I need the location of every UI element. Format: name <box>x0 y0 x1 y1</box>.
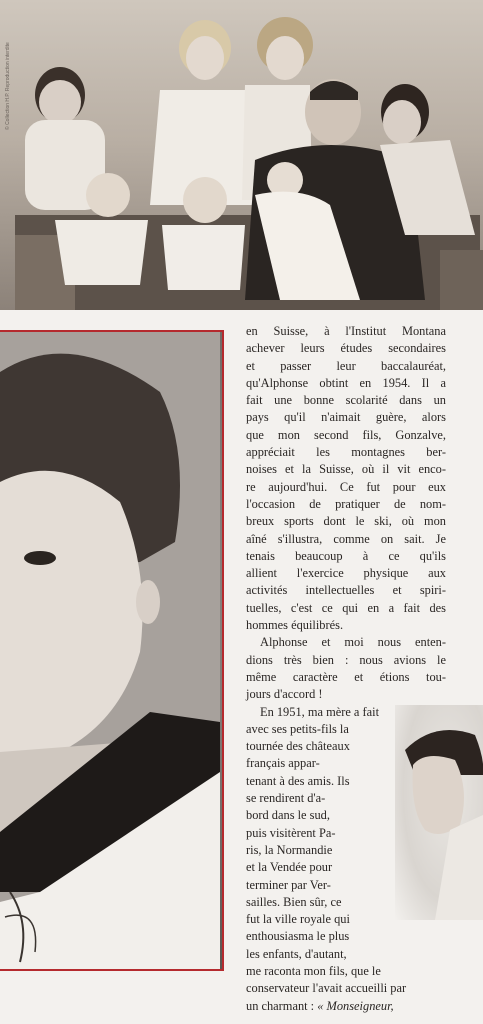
text-line: et la Vendée pour <box>246 860 333 875</box>
text-line: achever leurs études secondaires <box>246 341 446 356</box>
text-line: appréciait les montagnes ber- <box>246 445 446 460</box>
text-line: breux sports dont le ski, où mon <box>246 514 446 529</box>
text-line: pays qu'il n'aimait guère, alors <box>246 410 446 425</box>
family-group-photo <box>0 0 483 310</box>
text-line: les enfants, d'autant, <box>246 946 347 961</box>
text-line: noises et la Suisse, où il vit enco- <box>246 462 446 477</box>
text-line: sailles. Bien sûr, ce <box>246 894 342 909</box>
text-line: en Suisse, à l'Institut Montana <box>246 324 446 338</box>
text-line-last <box>246 998 446 1015</box>
article-text <box>246 323 446 1015</box>
text-line: tuelles, c'est ce qui en a fait des <box>246 600 446 615</box>
text-line: un charmant : <box>246 998 318 1013</box>
text-line: tenant à des amis. Ils <box>246 773 350 788</box>
boy-portrait-illustration <box>0 332 220 969</box>
text-line: tenais beaucoup à ce qu'ils <box>246 548 446 563</box>
text-line: Alphonse et moi nous enten- <box>260 635 446 650</box>
text-line: me raconta mon fils, que le <box>246 963 381 978</box>
italic-quote: « Monseigneur, <box>317 998 394 1013</box>
text-line: aîné s'illustra, comme on sait. Je <box>246 531 446 546</box>
text-line: activités intellectuelles et spiri- <box>246 583 446 598</box>
family-group-photo-illustration <box>0 0 483 310</box>
text-line: que mon second fils, Gonzalve, <box>246 427 446 442</box>
text-line: jours d'accord ! <box>246 687 323 702</box>
text-line: re aujourd'hui. Ce fut pour eux <box>246 479 446 494</box>
text-line: conservateur l'avait accueilli par <box>246 981 407 996</box>
text-line: l'occasion de pratiquer de nom- <box>246 496 446 511</box>
text-line: dions très bien : nous avions le <box>246 652 446 667</box>
text-line: qu'Alphonse obtint en 1954. Il a <box>246 375 446 390</box>
text-line: tournée des châteaux <box>246 739 350 754</box>
text-line: En 1951, ma mère a fait <box>260 704 380 719</box>
text-line: français appar- <box>246 756 320 771</box>
photo-credit: © Collection H.P. Reproduction interdite <box>5 42 11 130</box>
text-line: avec ses petits-fils la <box>246 721 349 736</box>
text-line: et passer leur baccalauréat, <box>246 358 446 373</box>
text-line: terminer par Ver- <box>246 877 331 892</box>
boy-portrait-photo <box>0 330 224 971</box>
text-line: fut la ville royale qui <box>246 912 350 927</box>
text-line: allient l'exercice physique aux <box>246 566 446 581</box>
text-line: bord dans le sud, <box>246 808 330 823</box>
text-line: même caractère et étions tou- <box>246 669 446 684</box>
text-line: hommes équilibrés. <box>246 618 344 633</box>
text-line: ris, la Normandie <box>246 842 333 857</box>
text-line: se rendirent d'a- <box>246 791 326 806</box>
text-line: fait une bonne scolarité dans un <box>246 393 446 408</box>
text-line: puis visitèrent Pa- <box>246 825 336 840</box>
text-line: enthousiasma le plus <box>246 929 350 944</box>
